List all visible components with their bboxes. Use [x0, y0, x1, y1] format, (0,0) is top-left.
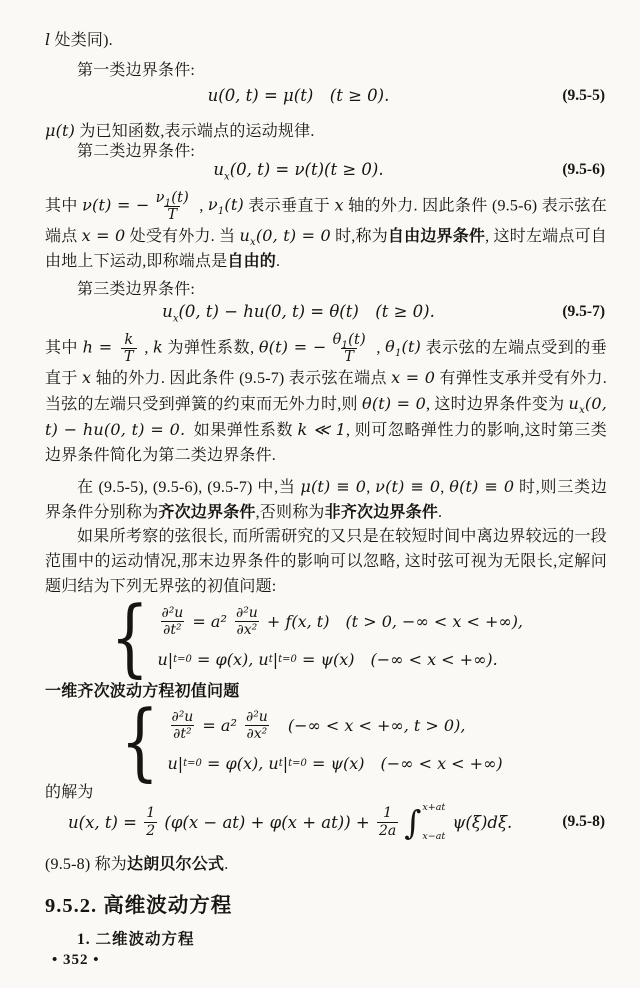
fraction-denominator: ∂x²	[236, 622, 258, 639]
math-run: (φ(x − at) + φ(x + at)) +	[159, 812, 375, 832]
eq-body	[162, 302, 435, 325]
text-run: 处类同).	[50, 32, 113, 49]
math-run: k	[153, 337, 163, 357]
eq-part: (0, t) − hu(0, t) = θ(t) (t ≥ 0).	[178, 302, 435, 321]
fraction-denominator: T	[164, 206, 180, 223]
homogeneous-paragraph	[45, 474, 607, 525]
math-run: θ(t) ≡ 0	[449, 477, 515, 496]
math-run: = a²	[197, 715, 242, 735]
math-run: ν	[207, 195, 218, 215]
dalembert-note	[45, 852, 607, 877]
fraction-denominator: T	[121, 348, 137, 365]
inline-fraction	[330, 332, 369, 365]
math-run: x	[334, 195, 344, 215]
fraction-numerator	[153, 190, 192, 209]
section-heading: 9.5.2. 高维波动方程	[45, 895, 233, 917]
heading-text: 第二类边界条件:	[77, 143, 196, 160]
math-run: x = 0	[81, 226, 126, 246]
bold-term: 自由的	[227, 253, 277, 271]
fraction-denominator: 2a	[378, 822, 397, 839]
system-lines	[157, 605, 523, 669]
fraction-numerator: ∂²u	[245, 709, 268, 726]
subsection-heading: 1. 二维波动方程	[77, 931, 195, 948]
ivp-system-inhomogeneous	[103, 588, 524, 686]
eq-number: (9.5-7)	[562, 302, 605, 320]
inline-fraction	[377, 805, 398, 838]
derivative-fraction	[234, 605, 260, 638]
math-run: = φ(x), u	[201, 754, 279, 774]
integral-lower-limit: x−at	[422, 830, 446, 842]
math-run: h =	[82, 337, 118, 357]
ivp-system-homogeneous	[113, 692, 503, 790]
integral-limits	[422, 803, 445, 841]
math-run: + f(x, t) (t > 0, −∞ < x < +∞),	[261, 611, 524, 631]
math-run: ν	[155, 190, 165, 206]
math-run: θ(t) = 0	[361, 394, 426, 414]
eq-number: (9.5-5)	[562, 86, 605, 104]
math-run: θ	[385, 337, 395, 357]
text-run: ,否则称为	[255, 504, 325, 521]
fraction-denominator: T	[341, 348, 357, 365]
derivative-fraction	[159, 605, 185, 638]
left-brace: {	[110, 588, 149, 686]
derivative-fraction	[169, 709, 195, 742]
text-run: , 这时边界条件变为	[425, 396, 569, 414]
math-run: θ(t) = −	[258, 337, 327, 357]
heading-text: 第三类边界条件:	[77, 281, 196, 298]
math-run: = a²	[187, 611, 232, 631]
text-run: 其中	[45, 339, 83, 357]
fraction-numerator: ∂²u	[161, 605, 184, 622]
fraction-denominator: ∂t²	[173, 726, 192, 743]
math-run: μ(t)	[45, 121, 76, 140]
inline-fraction	[153, 190, 192, 223]
eq-body: u(0, t) = μ(t) (t ≥ 0).	[207, 86, 390, 105]
bold-term: 自由边界条件	[387, 228, 486, 246]
eq-part: u	[213, 160, 225, 179]
math-run	[385, 337, 422, 360]
initial-condition-line: u| t=0 = φ(x), u t | t=0 = ψ(x) (−∞ < x < +∞)	[167, 754, 503, 774]
eq-body	[213, 160, 384, 183]
text-run: 轴的外力. 因此条件 (9.5-6) 表示弦在端点	[45, 197, 607, 246]
math-run: x	[82, 368, 92, 388]
math-run: u|	[167, 754, 184, 774]
eq-subscript: x	[172, 313, 179, 325]
text-run: 轴的外力. 因此条件 (9.5-7) 表示弦在端点	[91, 370, 392, 388]
math-run	[239, 226, 331, 249]
math-subscript: 1	[341, 339, 349, 351]
integral-upper-limit: x+at	[422, 802, 446, 813]
math-subscript: 1	[164, 197, 172, 209]
math-run: u	[239, 226, 250, 246]
solution-intro: 的解为	[45, 784, 94, 801]
text-run: 为已知函数,表示端点的运动规律.	[75, 123, 315, 140]
math-run: x = 0	[391, 368, 436, 388]
eq-part: u	[162, 302, 173, 321]
text-run: , 则可忽略弹性力的影响,这时第三类边界条件简化为第二类边界条件.	[45, 422, 607, 465]
heading-text: 第一类边界条件:	[77, 62, 196, 79]
text-run: ,	[371, 339, 386, 357]
math-run: (−∞ < x < +∞, t > 0),	[271, 715, 466, 735]
math-subscript: 1	[394, 348, 402, 360]
equation-956	[45, 160, 607, 183]
text-run: ,	[194, 197, 208, 215]
fraction-denominator: 2	[146, 822, 156, 839]
math-run: = ψ(x) (−∞ < x < +∞).	[296, 650, 498, 670]
math-run: (t)	[171, 190, 189, 206]
text-run: .	[438, 504, 443, 521]
bc2-paragraph	[45, 190, 607, 274]
bold-term: 齐次边界条件	[158, 504, 256, 521]
text-run: ,	[366, 479, 376, 496]
eq-subscript: x	[224, 171, 230, 183]
math-run: (0, t) = 0	[255, 226, 331, 246]
inline-fraction	[144, 805, 157, 838]
text-run: ,	[440, 479, 450, 496]
math-run: |	[272, 650, 279, 670]
system-lines	[167, 709, 502, 773]
math-run: ψ(ξ)dξ.	[447, 812, 513, 832]
equation-955	[45, 86, 607, 105]
derivative-fraction	[244, 709, 270, 742]
text-run: 时,称为	[330, 228, 388, 246]
equation-957	[45, 302, 607, 325]
pde-line	[157, 605, 523, 638]
left-brace: {	[120, 692, 159, 790]
math-var: l	[45, 30, 51, 49]
text-run: ,	[139, 339, 154, 357]
fraction-numerator: ∂²u	[171, 709, 194, 726]
math-run: (t)	[224, 195, 244, 215]
eq-part: (0, t) = ν(t)(t ≥ 0).	[229, 160, 384, 179]
text-run: 表示弦的左端点受到的垂直于	[45, 339, 607, 388]
bold-term: 达朗贝尔公式	[127, 856, 225, 873]
fraction-numerator	[330, 332, 369, 351]
math-run: = φ(x), u	[191, 650, 269, 670]
math-run: (0, t) − hu(0, t) = 0.	[45, 394, 608, 440]
pde-line	[167, 709, 502, 742]
inline-fraction	[121, 332, 137, 365]
math-run	[207, 195, 244, 218]
bc1-heading	[77, 58, 597, 83]
heading-text: 一维齐次波动方程初值问题	[45, 683, 240, 700]
text-run: 其中	[45, 197, 83, 215]
text-run: 有弹性支承并受有外力. 当弦的左端只受到弹簧的约束而无外力时,则	[45, 370, 607, 414]
fraction-numerator: k	[124, 332, 134, 348]
math-run: θ	[332, 332, 342, 348]
fraction-numerator: 1	[146, 805, 156, 822]
dalembert-formula	[68, 800, 605, 844]
text-run: .	[224, 856, 229, 873]
eq-number: (9.5-6)	[562, 160, 605, 178]
intro-tail-line	[45, 27, 607, 53]
integral-sign: ∫	[404, 802, 422, 842]
text-run: , 这时左端点可自由地上下运动,即称端点是	[45, 228, 607, 271]
math-run: = ψ(x) (−∞ < x < +∞)	[306, 754, 503, 774]
text-run: 为弹性系数,	[162, 339, 259, 357]
math-run: u(x, t) =	[68, 812, 143, 832]
initial-condition-line: u| t=0 = φ(x), u t | t=0 = ψ(x) (−∞ < x < +∞).	[157, 650, 498, 670]
math-run: ν(t) ≡ 0	[375, 477, 441, 496]
text-run: 如果弹性系数	[185, 422, 298, 440]
math-run: k ≪ 1	[297, 420, 347, 440]
text-run: 时,则三类边界条件分别称为	[45, 479, 608, 521]
page-number: • 352 •	[52, 952, 100, 968]
math-run: (t)	[348, 332, 366, 348]
fraction-denominator: ∂x²	[246, 726, 268, 743]
bc3-heading	[77, 277, 597, 302]
math-subscript: 1	[217, 206, 225, 218]
math-subscript: x	[579, 405, 585, 417]
ivp-intro-paragraph: 如果所考察的弦很长, 而所需研究的又只是在较短时间中离边界较远的一段范围中的运动情况,那末边界条件的影响可以忽略, 这时弦可视为无限长,定解问题归结为下列无界弦的初值问题:	[45, 528, 607, 595]
math-run: (t)	[401, 337, 422, 357]
math-run: μ(t) ≡ 0	[300, 477, 367, 496]
bold-term: 非齐次边界条件	[324, 504, 439, 521]
fraction-numerator: 1	[383, 805, 393, 822]
math-run: u	[568, 394, 580, 414]
fraction-denominator: ∂t²	[163, 622, 182, 639]
text-run: .	[276, 253, 281, 271]
text-run: (9.5-8) 称为	[45, 856, 127, 873]
bc3-paragraph	[45, 332, 607, 468]
eq-number: (9.5-8)	[562, 813, 605, 830]
math-run: ν(t) = −	[82, 195, 150, 215]
fraction-numerator: ∂²u	[235, 605, 258, 622]
math-subscript: x	[249, 237, 256, 249]
text-run: 处受有外力. 当	[125, 228, 240, 246]
math-run: |	[282, 754, 289, 774]
math-run: u|	[157, 650, 174, 670]
text-run: 在 (9.5-5), (9.5-6), (9.5-7) 中,当	[77, 479, 301, 496]
text-run: 表示垂直于	[243, 197, 335, 215]
